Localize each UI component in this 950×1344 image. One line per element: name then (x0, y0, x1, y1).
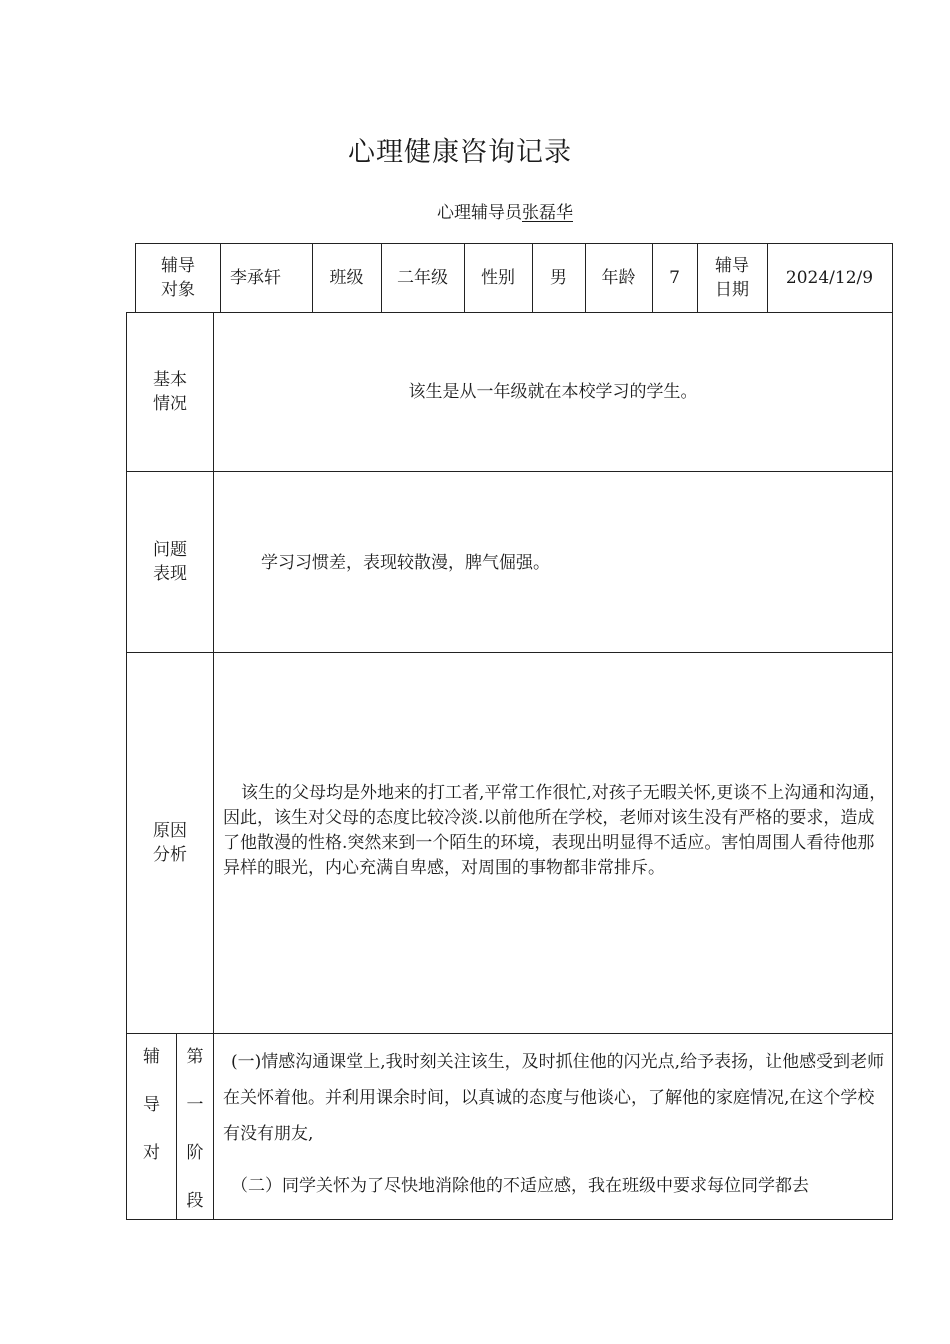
counselor-name: 张磊华 (522, 203, 573, 223)
basic-label: 基本 情况 (153, 370, 187, 414)
stage-label (177, 1033, 213, 1225)
date-value: 2024/12/9 (785, 268, 874, 288)
problem-label: 问题 表现 (153, 540, 187, 584)
age-value: 7 (669, 268, 680, 288)
class-label: 班级 (329, 268, 364, 288)
counseling-label-char: 导 (143, 1095, 160, 1115)
gender-value: 男 (550, 268, 567, 288)
cause-text-block (223, 781, 887, 881)
class-value: 二年级 (397, 268, 448, 288)
counseling-text-block (223, 1044, 887, 1204)
gender-label: 性别 (481, 268, 515, 288)
counseling-label-char: 辅 (143, 1047, 160, 1067)
page-title: 心理健康咨询记录 (348, 137, 572, 168)
subject-label: 辅导 对象 (161, 256, 195, 300)
counseling-label (127, 1033, 176, 1177)
record-table (126, 312, 893, 1220)
problem-text: 学习习惯差，表现较散漫，脾气倔强。 (261, 553, 550, 573)
stage-label-char: 段 (186, 1191, 204, 1211)
counselor-line (437, 198, 573, 223)
header-row (135, 243, 893, 313)
basic-text: 该生是从一年级就在本校学习的学生。 (408, 382, 698, 402)
counseling-label-char: 对 (143, 1143, 160, 1163)
stage-label-char: 一 (186, 1095, 204, 1115)
counselor-label: 心理辅导员 (437, 203, 522, 223)
cause-label: 原因 分析 (153, 821, 187, 865)
age-label: 年龄 (601, 268, 636, 288)
stage-label-char: 第 (186, 1047, 204, 1067)
date-label: 辅导 日期 (715, 256, 749, 300)
counseling-para-1: (一)情感沟通课堂上,我时刻关注该生，及时抓住他的闪光点,给予表扬，让他感受到老师在关怀着他。并利用课余时间，以真诚的态度与他谈心，了解他的家庭情况,在这个学校有没有朋友, (223, 1052, 885, 1144)
subject-value: 李承轩 (230, 268, 281, 288)
counseling-para-2: （二）同学关怀为了尽快地消除他的不适应感，我在班级中要求每位同学都去 (231, 1176, 809, 1196)
stage-label-char: 阶 (186, 1143, 204, 1163)
cause-text: 该生的父母均是外地来的打工者,平常工作很忙,对孩子无暇关怀,更谈不上沟通和沟通，因此，该生对父母的态度比较冷淡.以前他所在学校，老师对该生没有严格的要求，造成了他散漫的性格.突然来到一个陌生的环境，表现出明显得不适应。害怕周围人看待他那异样的眼光，内心充满自卑感，对周围的事物都非常排斥。 (223, 783, 887, 878)
